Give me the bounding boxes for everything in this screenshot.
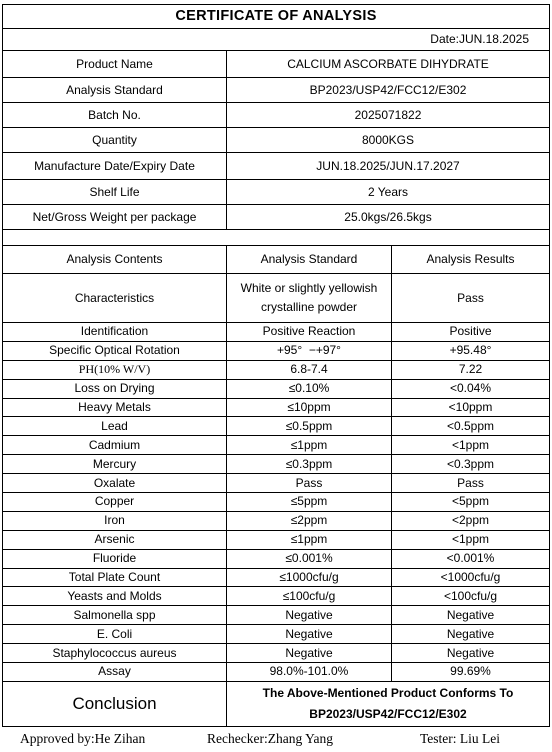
analysis-standard: ≤1ppm bbox=[227, 436, 392, 455]
analysis-row bbox=[3, 644, 550, 663]
info-value: JUN.18.2025/JUN.17.2027 bbox=[227, 153, 550, 180]
analysis-item: Loss on Drying bbox=[3, 379, 227, 398]
info-label: Shelf Life bbox=[3, 180, 227, 205]
analysis-result: <0.04% bbox=[392, 379, 550, 398]
analysis-item: Cadmium bbox=[3, 436, 227, 455]
analysis-row bbox=[3, 587, 550, 606]
analysis-result: <1ppm bbox=[392, 436, 550, 455]
info-row-net-gross-weight bbox=[3, 205, 550, 230]
analysis-result: <1ppm bbox=[392, 530, 550, 549]
column-header-results: Analysis Results bbox=[392, 246, 550, 274]
analysis-standard: 98.0%-101.0% bbox=[227, 663, 392, 682]
analysis-item: Assay bbox=[3, 663, 227, 682]
analysis-item: Mercury bbox=[3, 455, 227, 474]
info-label: Net/Gross Weight per package bbox=[3, 205, 227, 230]
analysis-item: Lead bbox=[3, 417, 227, 436]
analysis-row bbox=[3, 625, 550, 644]
analysis-item: Yeasts and Molds bbox=[3, 587, 227, 606]
info-row-batch-no bbox=[3, 103, 550, 128]
standard-line-1: White or slightly yellowish bbox=[240, 281, 378, 295]
analysis-result: <0.3ppm bbox=[392, 455, 550, 474]
analysis-item: Copper bbox=[3, 493, 227, 512]
analysis-result: 99.69% bbox=[392, 663, 550, 682]
issue-date: Date:JUN.18.2025 bbox=[3, 29, 550, 51]
analysis-row bbox=[3, 360, 550, 379]
analysis-standard: ≤0.001% bbox=[227, 549, 392, 568]
analysis-result: Negative bbox=[392, 606, 550, 625]
conclusion-row bbox=[3, 681, 550, 726]
analysis-item: E. Coli bbox=[3, 625, 227, 644]
analysis-standard bbox=[227, 274, 392, 323]
analysis-standard: ≤0.5ppm bbox=[227, 417, 392, 436]
analysis-standard: ≤5ppm bbox=[227, 493, 392, 512]
analysis-row bbox=[3, 341, 550, 360]
info-label: Product Name bbox=[3, 51, 227, 78]
analysis-item: Staphylococcus aureus bbox=[3, 644, 227, 663]
info-row-manufacture-expiry bbox=[3, 153, 550, 180]
analysis-item: PH(10% W/V) bbox=[3, 360, 227, 379]
analysis-row bbox=[3, 417, 550, 436]
analysis-row bbox=[3, 455, 550, 474]
analysis-row bbox=[3, 493, 550, 512]
analysis-row bbox=[3, 530, 550, 549]
analysis-standard: Negative bbox=[227, 606, 392, 625]
analysis-standard: Negative bbox=[227, 644, 392, 663]
analysis-row bbox=[3, 606, 550, 625]
spacer-row bbox=[3, 230, 550, 246]
info-label: Batch No. bbox=[3, 103, 227, 128]
analysis-standard: Negative bbox=[227, 625, 392, 644]
tester: Tester: Liu Lei bbox=[420, 731, 501, 746]
info-label: Analysis Standard bbox=[3, 78, 227, 103]
analysis-item: Oxalate bbox=[3, 474, 227, 493]
column-header-standard: Analysis Standard bbox=[227, 246, 392, 274]
info-value: 8000KGS bbox=[227, 128, 550, 153]
analysis-standard: ≤0.3ppm bbox=[227, 455, 392, 474]
analysis-standard: Pass bbox=[227, 474, 392, 493]
analysis-row bbox=[3, 663, 550, 682]
analysis-row bbox=[3, 474, 550, 493]
analysis-row bbox=[3, 323, 550, 342]
analysis-item: Iron bbox=[3, 511, 227, 530]
analysis-result: <100cfu/g bbox=[392, 587, 550, 606]
analysis-item: Fluoride bbox=[3, 549, 227, 568]
signature-line bbox=[0, 731, 552, 751]
analysis-row-characteristics bbox=[3, 274, 550, 323]
rechecker: Rechecker:Zhang Yang bbox=[207, 731, 333, 746]
analysis-standard: ≤1ppm bbox=[227, 530, 392, 549]
analysis-result: <0.001% bbox=[392, 549, 550, 568]
analysis-item: Salmonella spp bbox=[3, 606, 227, 625]
info-value: 2 Years bbox=[227, 180, 550, 205]
info-value: CALCIUM ASCORBATE DIHYDRATE bbox=[227, 51, 550, 78]
analysis-result: <10ppm bbox=[392, 398, 550, 417]
info-row-analysis-standard bbox=[3, 78, 550, 103]
analysis-result: <0.5ppm bbox=[392, 417, 550, 436]
analysis-result: Pass bbox=[392, 474, 550, 493]
analysis-row bbox=[3, 398, 550, 417]
analysis-result: <1000cfu/g bbox=[392, 568, 550, 587]
analysis-result: Positive bbox=[392, 323, 550, 342]
analysis-standard: ≤2ppm bbox=[227, 511, 392, 530]
conclusion-line-1: The Above-Mentioned Product Conforms To bbox=[262, 685, 514, 700]
analysis-result: <2ppm bbox=[392, 511, 550, 530]
certificate-table bbox=[2, 4, 550, 727]
standard-line-2: crystalline powder bbox=[260, 300, 358, 314]
info-value: 2025071822 bbox=[227, 103, 550, 128]
analysis-row bbox=[3, 436, 550, 455]
info-value: 25.0kgs/26.5kgs bbox=[227, 205, 550, 230]
analysis-standard: ≤1000cfu/g bbox=[227, 568, 392, 587]
analysis-standard: ≤100cfu/g bbox=[227, 587, 392, 606]
analysis-standard: ≤0.10% bbox=[227, 379, 392, 398]
analysis-standard: ≤10ppm bbox=[227, 398, 392, 417]
analysis-header-row bbox=[3, 246, 550, 274]
analysis-result: Negative bbox=[392, 644, 550, 663]
info-value: BP2023/USP42/FCC12/E302 bbox=[227, 78, 550, 103]
analysis-row bbox=[3, 568, 550, 587]
analysis-result: Negative bbox=[392, 625, 550, 644]
conclusion-text bbox=[227, 681, 550, 726]
conclusion-line-2: BP2023/USP42/FCC12/E302 bbox=[309, 706, 467, 721]
analysis-standard: Positive Reaction bbox=[227, 323, 392, 342]
analysis-result: Pass bbox=[392, 274, 550, 323]
info-row-product-name bbox=[3, 51, 550, 78]
analysis-row bbox=[3, 379, 550, 398]
analysis-item: Heavy Metals bbox=[3, 398, 227, 417]
analysis-result: 7.22 bbox=[392, 360, 550, 379]
info-label: Manufacture Date/Expiry Date bbox=[3, 153, 227, 180]
analysis-standard: 6.8-7.4 bbox=[227, 360, 392, 379]
analysis-item: Total Plate Count bbox=[3, 568, 227, 587]
analysis-item: Arsenic bbox=[3, 530, 227, 549]
approved-by: Approved by:He Zihan bbox=[20, 731, 146, 746]
info-label: Quantity bbox=[3, 128, 227, 153]
analysis-result: +95.48° bbox=[392, 341, 550, 360]
analysis-row bbox=[3, 549, 550, 568]
analysis-standard: +95° −+97° bbox=[227, 341, 392, 360]
analysis-item: Characteristics bbox=[3, 274, 227, 323]
analysis-result: <5ppm bbox=[392, 493, 550, 512]
analysis-item: Identification bbox=[3, 323, 227, 342]
analysis-item: Specific Optical Rotation bbox=[3, 341, 227, 360]
conclusion-label: Conclusion bbox=[3, 681, 227, 726]
analysis-row bbox=[3, 511, 550, 530]
column-header-contents: Analysis Contents bbox=[3, 246, 227, 274]
document-title: CERTIFICATE OF ANALYSIS bbox=[3, 5, 550, 29]
info-row-quantity bbox=[3, 128, 550, 153]
info-row-shelf-life bbox=[3, 180, 550, 205]
